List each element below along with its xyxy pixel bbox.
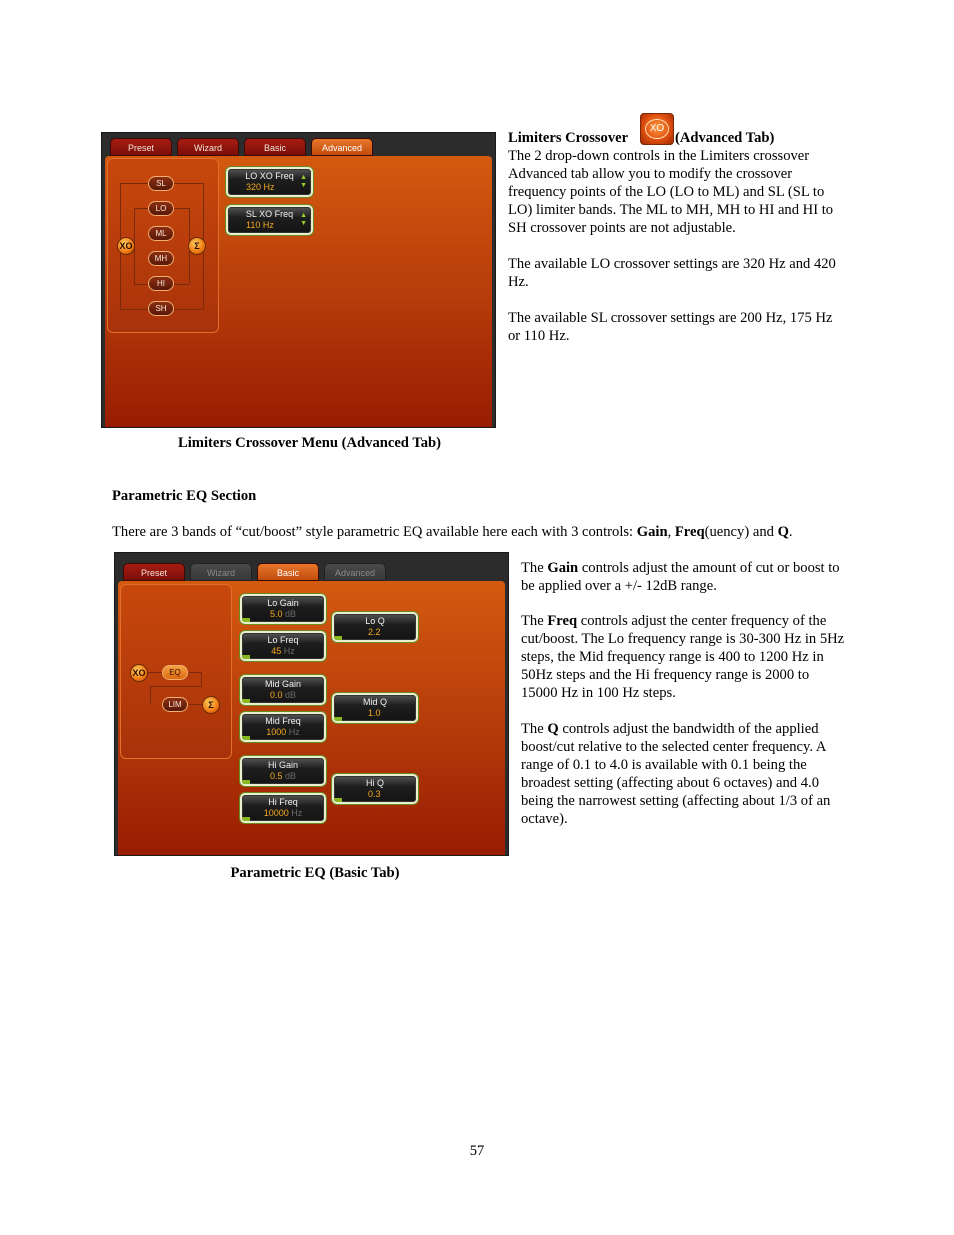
xo-heading-icon-text: XO: [645, 119, 669, 139]
mid-gain-label: Mid Gain: [264, 679, 301, 689]
gain-p-c: controls adjust the amount of cut or boost to be applied over a +/- 12dB range.: [521, 560, 840, 594]
peq-intro-freq: Freq: [674, 524, 705, 540]
lo-freq-unit: Hz: [283, 646, 295, 656]
tab-advanced[interactable]: Advanced: [311, 138, 373, 156]
figure2-caption: Parametric EQ (Basic Tab): [230, 865, 400, 881]
lo-gain-control[interactable]: [240, 594, 326, 624]
band-lo-button[interactable]: LO: [148, 201, 174, 216]
lo-xo-freq-value: 320 Hz: [246, 182, 275, 192]
hi-gain-level-bar: [242, 780, 250, 784]
hi-freq-readout: [242, 808, 324, 818]
lo-freq-label: Lo Freq: [267, 635, 299, 645]
eq-button[interactable]: EQ: [162, 665, 188, 680]
mid-freq-control[interactable]: [240, 712, 326, 742]
routing-line: [150, 686, 202, 687]
peq-intro-a: There are 3 bands of “cut/boost” style parametric EQ available here each with 3 controls:: [112, 524, 637, 540]
lo-xo-freq-dropdown[interactable]: [226, 167, 313, 197]
page-number: 57: [469, 1143, 485, 1159]
q-p-b: Q: [547, 721, 559, 737]
xo-node-icon[interactable]: XO: [130, 664, 148, 682]
mid-freq-label: Mid Freq: [265, 716, 301, 726]
freq-p-c: controls adjust the center frequency of the cut/boost. The Lo frequency range is 30-300 Hz in 5Hz steps, the Mid frequency range is 400 to 1200 Hz in 50Hz steps and the Hi frequency range is 2000 to 15000 Hz in 100 Hz steps.: [521, 613, 845, 701]
lo-xo-freq-label: LO XO Freq: [245, 171, 294, 181]
peq-heading: Parametric EQ Section: [112, 488, 257, 504]
limiters-crossover-p3: The available SL crossover settings are 200 Hz, 175 Hz or 110 Hz.: [508, 310, 833, 344]
freq-p-b: Freq: [547, 613, 578, 629]
hi-freq-label: Hi Freq: [268, 797, 298, 807]
mid-q-label: Mid Q: [362, 697, 387, 707]
peq-intro-end: .: [788, 524, 793, 540]
gain-p-a: The: [521, 560, 548, 576]
updown-arrows-icon[interactable]: ▲ ▼: [300, 174, 307, 189]
lo-freq-level-bar: [242, 655, 250, 659]
limiters-crossover-p2: The available LO crossover settings are 320 Hz and 420 Hz.: [508, 256, 836, 290]
mid-gain-unit: dB: [285, 690, 297, 700]
q-p-a: The: [521, 721, 548, 737]
sl-xo-freq-dropdown[interactable]: [226, 205, 313, 235]
tab-advanced[interactable]: Advanced: [324, 563, 386, 581]
peq-intro: [112, 523, 872, 541]
band-ml-button[interactable]: ML: [148, 226, 174, 241]
lo-freq-value: 45: [271, 646, 282, 656]
tab-basic[interactable]: Basic: [257, 563, 319, 581]
peq-intro-sep: ,: [667, 524, 675, 540]
tab-wizard[interactable]: Wizard: [190, 563, 252, 581]
routing-line: [150, 686, 151, 704]
parametric-eq-screenshot: [114, 552, 509, 856]
lo-freq-control[interactable]: [240, 631, 326, 661]
q-paragraph: [521, 720, 846, 828]
mid-freq-value: 1000: [266, 727, 287, 737]
band-sl-button[interactable]: SL: [148, 176, 174, 191]
hi-gain-control[interactable]: [240, 756, 326, 786]
sum-node-icon[interactable]: Σ: [188, 237, 206, 255]
lo-gain-unit: dB: [285, 609, 297, 619]
hi-freq-value: 10000: [263, 808, 289, 818]
mid-freq-unit: Hz: [288, 727, 300, 737]
xo-node-icon[interactable]: XO: [117, 237, 135, 255]
mid-gain-control[interactable]: [240, 675, 326, 705]
mid-gain-readout: [242, 690, 324, 700]
peq-intro-q: Q: [777, 524, 789, 540]
hi-freq-unit: Hz: [291, 808, 303, 818]
lo-q-label: Lo Q: [365, 616, 385, 626]
updown-arrows-icon[interactable]: ▲ ▼: [300, 212, 307, 227]
peq-intro-gain: Gain: [636, 524, 668, 540]
limiters-crossover-p1: The 2 drop-down controls in the Limiters crossover Advanced tab allow you to modify the crossover frequency points of the LO (LO to ML) and SL (SL to LO) limiter bands. The ML to MH, MH to HI and HI to SH crossover points are not adjustable.: [508, 148, 834, 236]
lo-gain-readout: [242, 609, 324, 619]
hi-q-label: Hi Q: [366, 778, 384, 788]
sl-xo-freq-label: SL XO Freq: [245, 209, 294, 219]
mid-q-level-bar: [334, 717, 342, 721]
hi-gain-readout: [242, 771, 324, 781]
routing-line: [201, 672, 202, 686]
tab-preset[interactable]: Preset: [110, 138, 172, 156]
mid-q-control[interactable]: [332, 693, 418, 723]
freq-p-a: The: [521, 613, 548, 629]
routing-line: [189, 704, 203, 705]
band-mh-button[interactable]: MH: [148, 251, 174, 266]
lo-q-level-bar: [334, 636, 342, 640]
mid-gain-value: 0.0: [269, 690, 283, 700]
limiters-crossover-screenshot: [101, 132, 496, 428]
lo-q-control[interactable]: [332, 612, 418, 642]
lo-gain-label: Lo Gain: [267, 598, 299, 608]
lo-gain-level-bar: [242, 618, 250, 622]
hi-gain-value: 0.5: [269, 771, 283, 781]
gain-paragraph: [521, 559, 846, 595]
sl-xo-freq-value: 110 Hz: [246, 220, 274, 230]
tab-basic[interactable]: Basic: [244, 138, 306, 156]
lo-gain-value: 5.0: [269, 609, 283, 619]
tab-wizard[interactable]: Wizard: [177, 138, 239, 156]
mid-freq-readout: [242, 727, 324, 737]
lim-button[interactable]: LIM: [162, 697, 188, 712]
limiters-crossover-heading-a: Limiters Crossover: [508, 130, 629, 146]
gain-p-b: Gain: [547, 560, 579, 576]
peq-intro-b: (uency) and: [704, 524, 778, 540]
hi-gain-label: Hi Gain: [267, 760, 298, 770]
sum-node-icon[interactable]: Σ: [202, 696, 220, 714]
freq-paragraph: [521, 612, 846, 702]
tab-preset[interactable]: Preset: [123, 563, 185, 581]
mid-gain-level-bar: [242, 699, 250, 703]
band-sh-button[interactable]: SH: [148, 301, 174, 316]
hi-q-control[interactable]: [332, 774, 418, 804]
hi-q-level-bar: [334, 798, 342, 802]
routing-line: [189, 672, 201, 673]
xo-heading-icon: [640, 113, 674, 145]
limiters-crossover-heading-b: (Advanced Tab): [675, 130, 775, 146]
hi-gain-unit: dB: [285, 771, 297, 781]
band-hi-button[interactable]: HI: [148, 276, 174, 291]
hi-freq-control[interactable]: [240, 793, 326, 823]
q-p-c: controls adjust the bandwidth of the applied boost/cut relative to the selected center frequency. A range of 0.1 to 4.0 is available with 0.1 being the broadest setting (affecting about 6 octaves) and 4.0 being the narrowest setting (affecting about 1/3 of an octave).: [521, 721, 831, 827]
mid-q-value: 1.0: [368, 708, 381, 718]
figure1-caption: Limiters Crossover Menu (Advanced Tab): [178, 435, 441, 451]
hi-freq-level-bar: [242, 817, 250, 821]
lo-freq-readout: [242, 646, 324, 656]
mid-freq-level-bar: [242, 736, 250, 740]
lo-q-value: 2.2: [368, 627, 381, 637]
hi-q-value: 0.3: [368, 789, 381, 799]
